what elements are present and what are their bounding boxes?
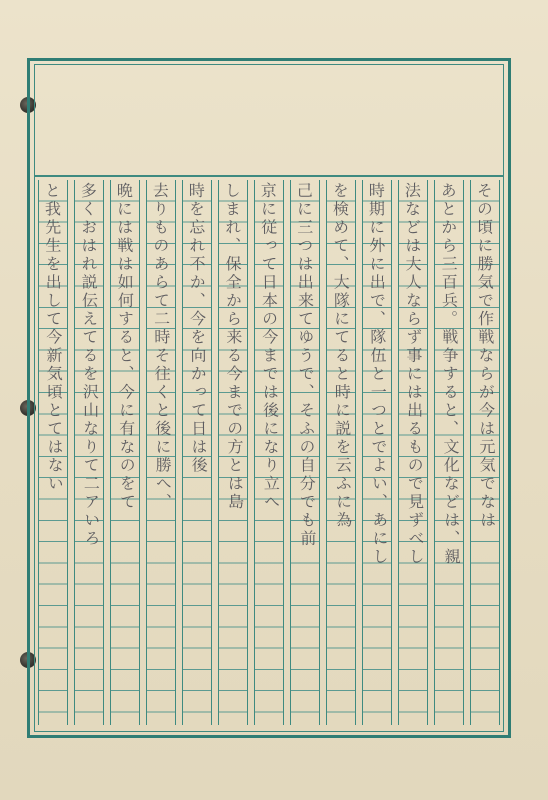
column-text: 多くおはれ説伝えてるを沢山なりて二アいろ	[78, 181, 101, 549]
column-13	[38, 180, 68, 725]
column-5	[326, 180, 356, 725]
column-text: あとから三百兵。戦争すると、文化などは、親	[438, 181, 462, 567]
column-12	[74, 180, 104, 725]
column-text: 時を忘れ不か、今を向かって日は後	[186, 181, 209, 475]
column-text: 京に従って日本の今までは後になり立へ	[258, 181, 281, 512]
column-9	[182, 180, 212, 725]
column-text: 法などは大人ならず事には出るもので見ずべし	[402, 181, 426, 567]
column-2	[434, 180, 464, 725]
column-text: 己に三つは出来てゆうで、そふの自分でも前	[294, 181, 317, 549]
column-text: しまれ、保全から来る今までの方とは島	[222, 181, 245, 512]
manuscript-grid	[38, 180, 500, 728]
column-text: 晩には戦は如何すると、今に有なのをて	[114, 181, 137, 512]
column-3	[398, 180, 428, 725]
header-margin-area	[34, 64, 504, 177]
column-text: を検めて、大隊にてると時に説を云ふに為	[330, 181, 353, 530]
column-8	[218, 180, 248, 725]
column-text: 去りものあらて二時そ往くと後に勝へ、	[150, 181, 173, 512]
column-text: と我先生を出して今新気頃とてはない	[42, 181, 65, 494]
column-1	[470, 180, 500, 725]
column-text: 時期に外に出で、隊伍と一つとでよい、あにし	[366, 181, 390, 567]
column-text: その頃に勝気で作戦ならが今は元気でなは	[474, 181, 497, 530]
column-7	[254, 180, 284, 725]
column-11	[110, 180, 140, 725]
column-6	[290, 180, 320, 725]
column-4	[362, 180, 392, 725]
column-10	[146, 180, 176, 725]
